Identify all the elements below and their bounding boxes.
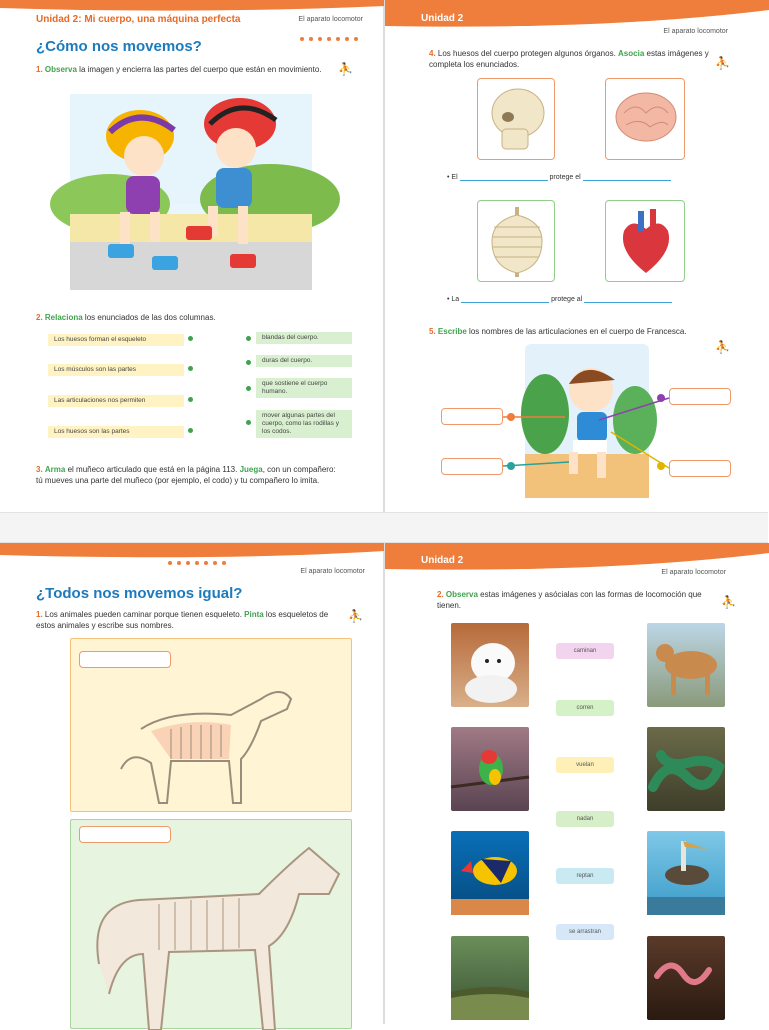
- section-title: El aparato locomotor: [298, 16, 363, 23]
- pair-work-icon: ⛹: [715, 56, 730, 70]
- westie-dog-icon: [451, 623, 529, 707]
- dog-skeleton-panel[interactable]: [70, 638, 352, 812]
- unit-title: Unidad 2: [421, 13, 464, 24]
- locomotion-run[interactable]: corren: [556, 700, 614, 716]
- page-21: [0, 0, 384, 512]
- header-swoosh: [0, 0, 384, 14]
- match-dot-right-1[interactable]: [246, 336, 251, 341]
- right-statement-3: que sostiene el cuerpo humano.: [256, 378, 352, 398]
- locomotion-walk[interactable]: caminan: [556, 643, 614, 659]
- locomotion-slither[interactable]: reptan: [556, 868, 614, 884]
- page-22: [384, 0, 768, 512]
- question-4: 4. Los huesos del cuerpo protegen algunos órganos. Asocia estas imágenes y completa los enunciados.: [429, 49, 709, 69]
- pair-work-icon: ⛹: [721, 595, 736, 609]
- dog-name-box[interactable]: [79, 651, 171, 668]
- fill-sentence-1: • El protege el: [447, 174, 671, 181]
- skating-scene: [70, 94, 312, 290]
- match-dot-right-4[interactable]: [246, 420, 251, 425]
- fish-photo[interactable]: [451, 831, 529, 915]
- right-statement-1: blandas del cuerpo.: [256, 332, 352, 344]
- crocodile-photo[interactable]: [451, 936, 529, 1020]
- left-statement-2: Los músculos son las partes: [48, 364, 184, 376]
- question-2: 2. Observa estas imágenes y asócialas con las formas de locomoción que tienen.: [437, 590, 702, 610]
- pelican-photo[interactable]: [647, 831, 725, 915]
- question-1: 1. Los animales pueden caminar porque tienen esqueleto. Pinta los esqueletos de estos animales y escribe sus nombres.: [36, 610, 329, 630]
- match-dot-left-4[interactable]: [188, 428, 193, 433]
- page-heading: ¿Todos nos movemos igual?: [36, 585, 243, 602]
- fish-icon: [451, 831, 529, 915]
- left-statement-3: Las articulaciones nos permiten: [48, 395, 184, 407]
- page-24: [384, 543, 768, 1024]
- question-1: 1. Observa la imagen y encierra las partes del cuerpo que están en movimiento.: [36, 65, 322, 74]
- pelican-icon: [647, 831, 725, 915]
- joint-pointer-lines: [385, 0, 769, 512]
- puma-photo[interactable]: [647, 623, 725, 707]
- match-dot-left-2[interactable]: [188, 366, 193, 371]
- skating-kids-illustration[interactable]: [70, 94, 312, 290]
- page-heading: ¿Cómo nos movemos?: [36, 38, 202, 55]
- unit-title: Unidad 2: Mi cuerpo, una máquina perfecta: [36, 14, 241, 25]
- page-gap: [0, 512, 768, 543]
- pair-work-icon: ⛹: [715, 340, 730, 354]
- worm-icon: [647, 936, 725, 1020]
- puma-icon: [647, 623, 725, 707]
- snake-icon: [647, 727, 725, 811]
- unit-title: Unidad 2: [421, 555, 464, 566]
- pair-work-icon: ⛹: [348, 609, 363, 623]
- bird-photo[interactable]: [451, 727, 529, 811]
- question-2: 2. Relaciona los enunciados de las dos columnas.: [36, 313, 216, 322]
- horse-skeleton-icon: [79, 834, 349, 1030]
- snake-photo[interactable]: [647, 727, 725, 811]
- section-title: El aparato locomotor: [661, 569, 726, 576]
- match-dot-right-2[interactable]: [246, 360, 251, 365]
- horse-skeleton-panel[interactable]: [70, 819, 352, 1029]
- question-3: 3. Arma el muñeco articulado que está en la página 113. Juega, con un compañero: tú mueves una parte del muñeco (por ejemplo, el codo) y tu compañero lo imita.: [36, 465, 336, 485]
- right-statement-2: duras del cuerpo.: [256, 355, 352, 367]
- locomotion-swim[interactable]: nadan: [556, 811, 614, 827]
- right-statement-4: mover algunas partes del cuerpo, como las rodillas y los codos.: [256, 410, 352, 438]
- worm-photo[interactable]: [647, 936, 725, 1020]
- match-dot-right-3[interactable]: [246, 386, 251, 391]
- locomotion-crawl[interactable]: se arrastran: [556, 924, 614, 940]
- match-dot-left-1[interactable]: [188, 336, 193, 341]
- match-dot-left-3[interactable]: [188, 397, 193, 402]
- page-23: [0, 543, 384, 1024]
- pair-work-icon: ⛹: [338, 62, 353, 76]
- section-title: El aparato locomotor: [663, 28, 728, 35]
- left-statement-4: Los huesos son las partes: [48, 426, 184, 438]
- dog-skeleton-icon: [111, 669, 311, 809]
- decor-dots: [300, 28, 363, 32]
- crocodile-icon: [451, 936, 529, 1020]
- locomotion-fly[interactable]: vuelan: [556, 757, 614, 773]
- decor-dots: [168, 552, 231, 556]
- left-statement-1: Los huesos forman el esqueleto: [48, 334, 184, 346]
- fill-sentence-2: • La protege al: [447, 296, 672, 303]
- section-title: El aparato locomotor: [300, 568, 365, 575]
- bird-icon: [451, 727, 529, 811]
- dog-photo[interactable]: [451, 623, 529, 707]
- question-5: 5. Escribe los nombres de las articulaciones en el cuerpo de Francesca.: [429, 327, 687, 336]
